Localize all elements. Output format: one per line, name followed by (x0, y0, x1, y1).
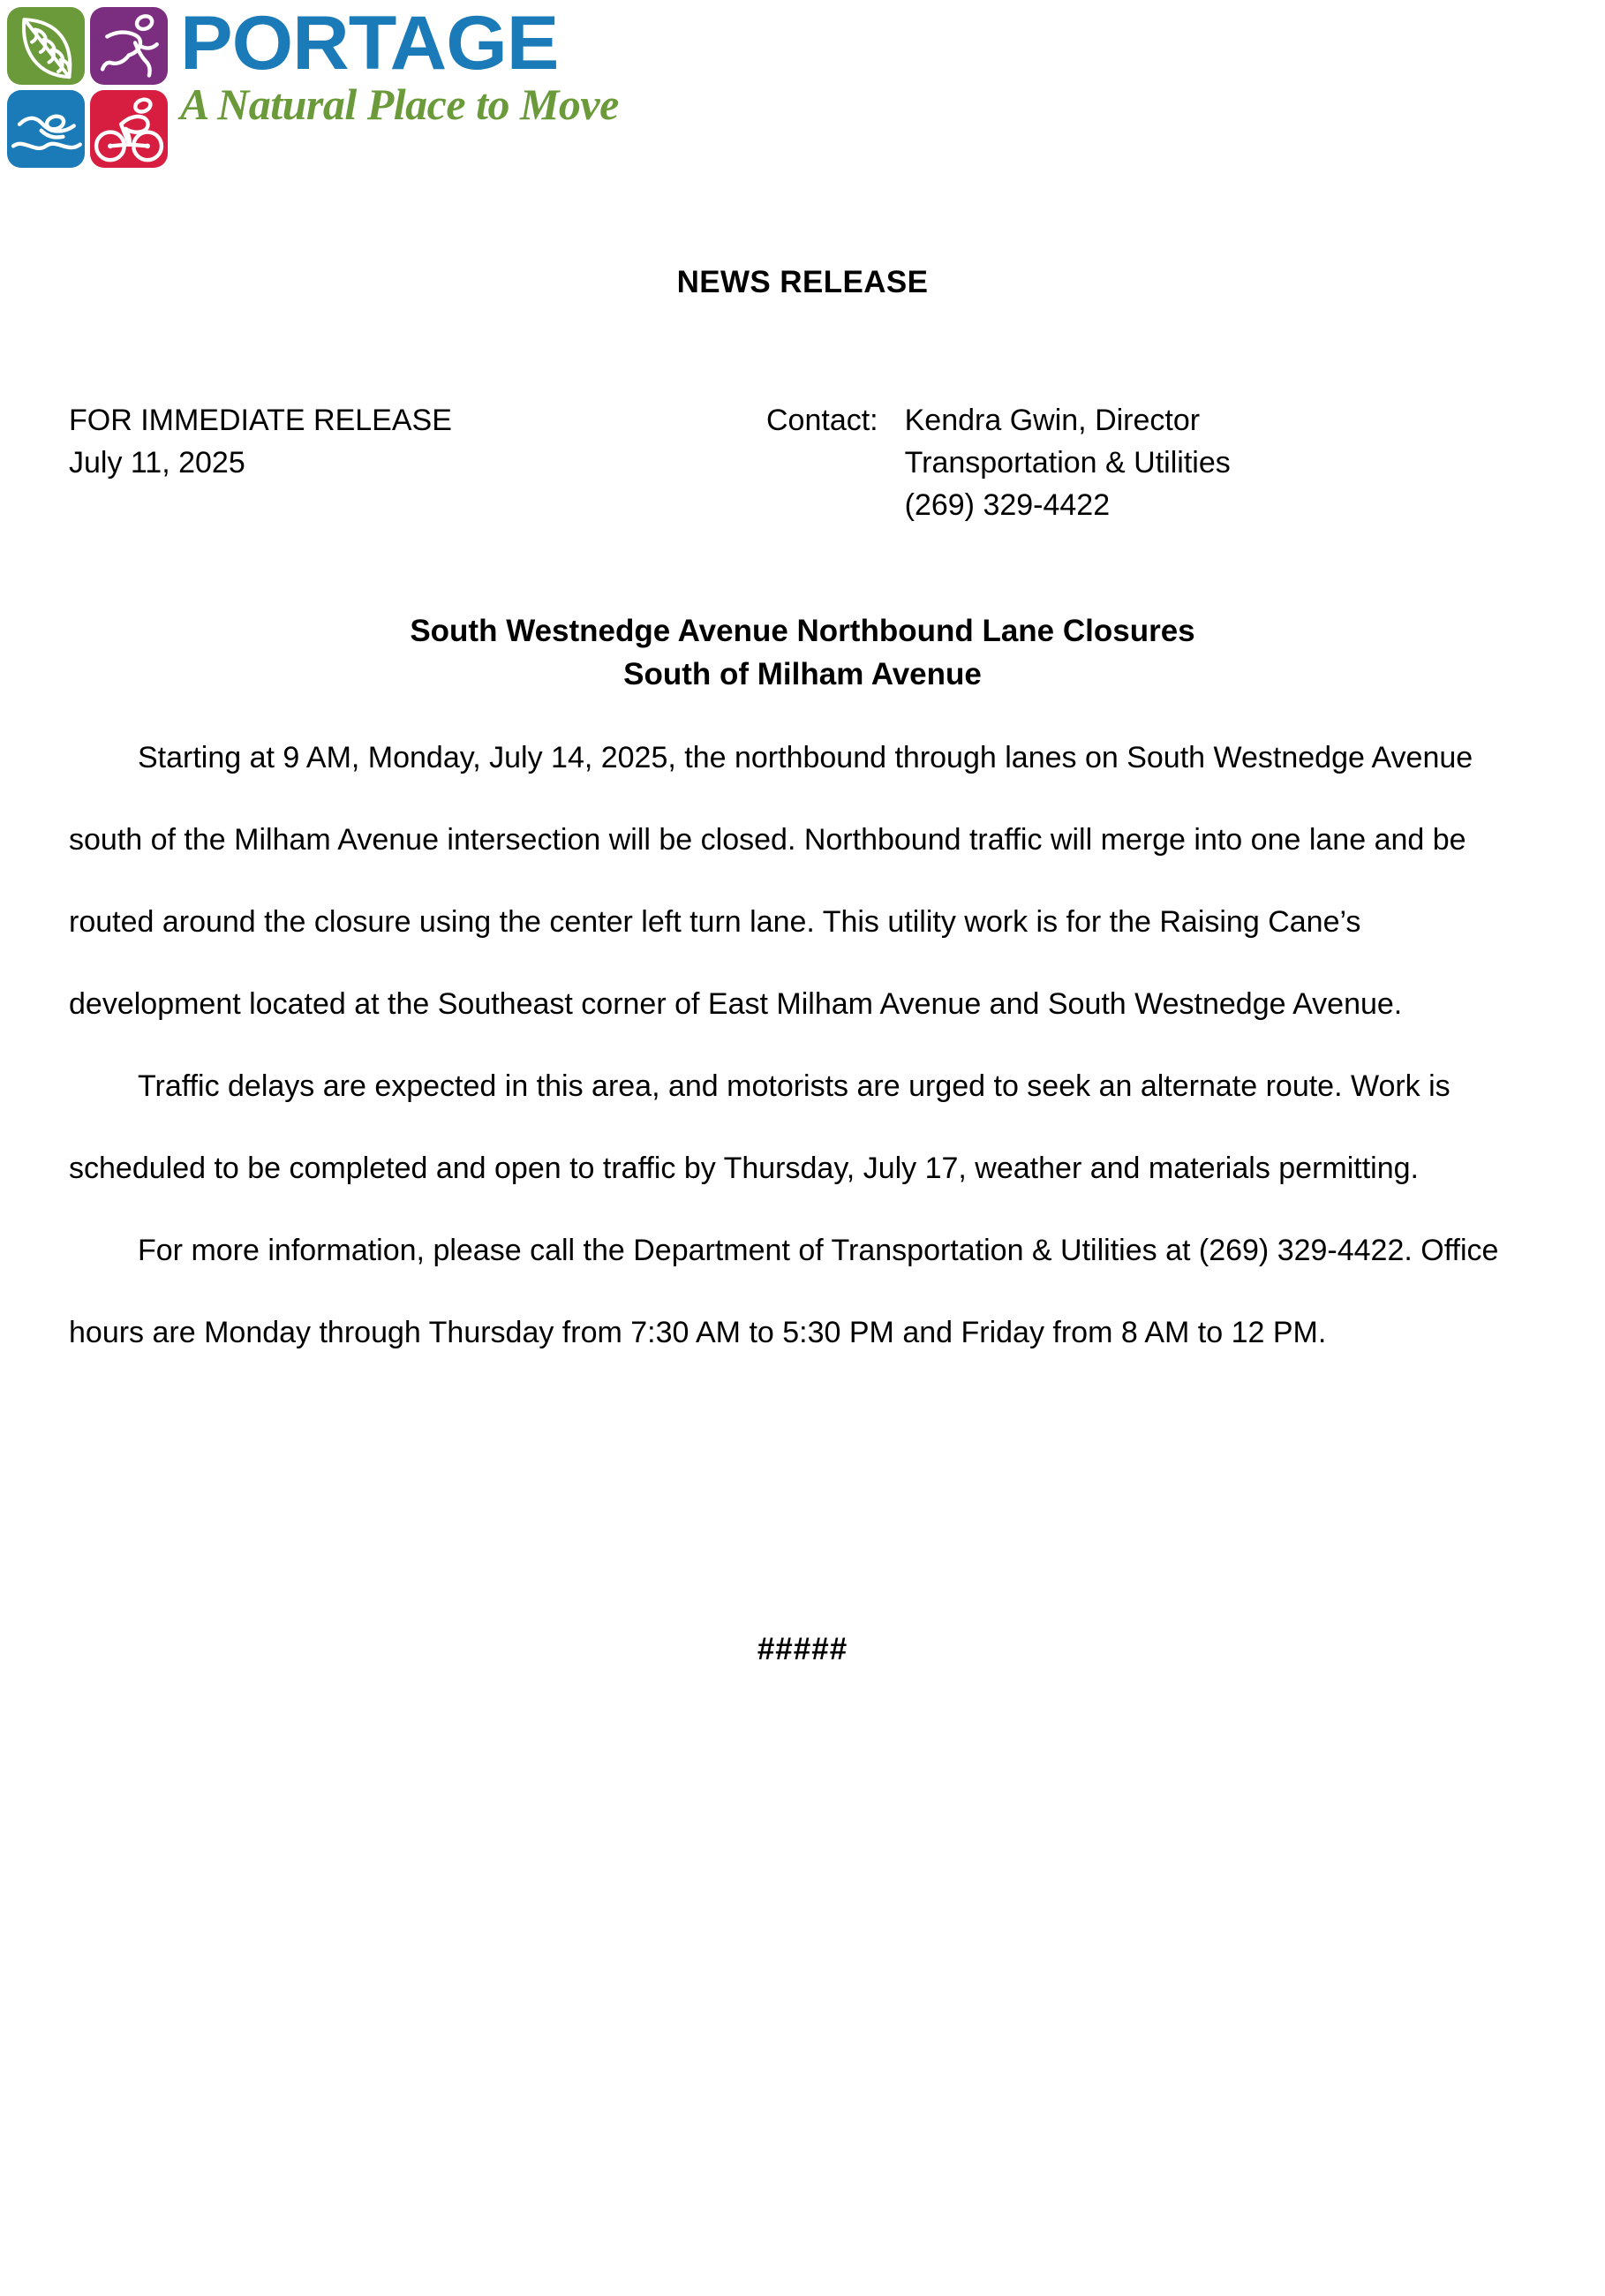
cyclist-icon (90, 90, 168, 168)
contact-phone: (269) 329-4422 (904, 488, 1111, 522)
contact-details (905, 399, 1552, 526)
paragraph-1: Starting at 9 AM, Monday, July 14, 2025, the northbound through lanes on South Westnedge Avenue south of the Milham Avenue intersection will be closed. Northbound traffic will merge into one lane and be routed around the closure using the center left turn lane. This utility work is for the Raising Cane’s development located at the Southeast corner of East Milham Avenue and South Westnedge Avenue. (69, 741, 1473, 1021)
headline-line-1: South Westnedge Avenue Northbound Lane Closures (410, 614, 1195, 648)
contact-name: Kendra Gwin, Director (904, 404, 1201, 437)
release-meta-row (69, 399, 1552, 526)
paragraph-2: Traffic delays are expected in this area, and motorists are urged to seek an alternate route. Work is scheduled to be completed and open to traffic by Thursday, July 17, weather and materials permitting. (69, 1069, 1451, 1185)
release-status-block (69, 399, 766, 484)
logo-icon-tiles (7, 7, 168, 168)
swimmer-tile (7, 90, 85, 168)
page-title: NEWS RELEASE (676, 265, 929, 299)
release-date: July 11, 2025 (69, 446, 245, 480)
leaf-tile (7, 7, 85, 85)
headline (0, 609, 1605, 696)
headline-line-2: South of Milham Avenue (623, 657, 982, 691)
contact-label: Contact: (766, 404, 878, 437)
paragraph-3: For more information, please call the Department of Transportation & Utilities at (269) 329-4422. Office hours are Monday through Thursday from 7:30 AM to 5:30 PM and Friday from 8 AM to 12 PM. (69, 1234, 1499, 1349)
contact-block (766, 399, 1552, 526)
logo-wordmark: PORTAGE (180, 1, 559, 86)
end-mark: ##### (757, 1632, 848, 1666)
cyclist-tile (90, 90, 168, 168)
swimmer-icon (7, 90, 85, 168)
runner-icon (90, 7, 168, 85)
portage-logo (7, 1, 619, 168)
runner-tile (90, 7, 168, 85)
logo-wordmark-group (180, 1, 619, 130)
body-text (69, 717, 1499, 1374)
logo-tagline: A Natural Place to Move (180, 79, 619, 130)
contact-department: Transportation & Utilities (904, 446, 1231, 480)
leaf-icon (7, 7, 85, 85)
release-status: FOR IMMEDIATE RELEASE (69, 404, 452, 437)
